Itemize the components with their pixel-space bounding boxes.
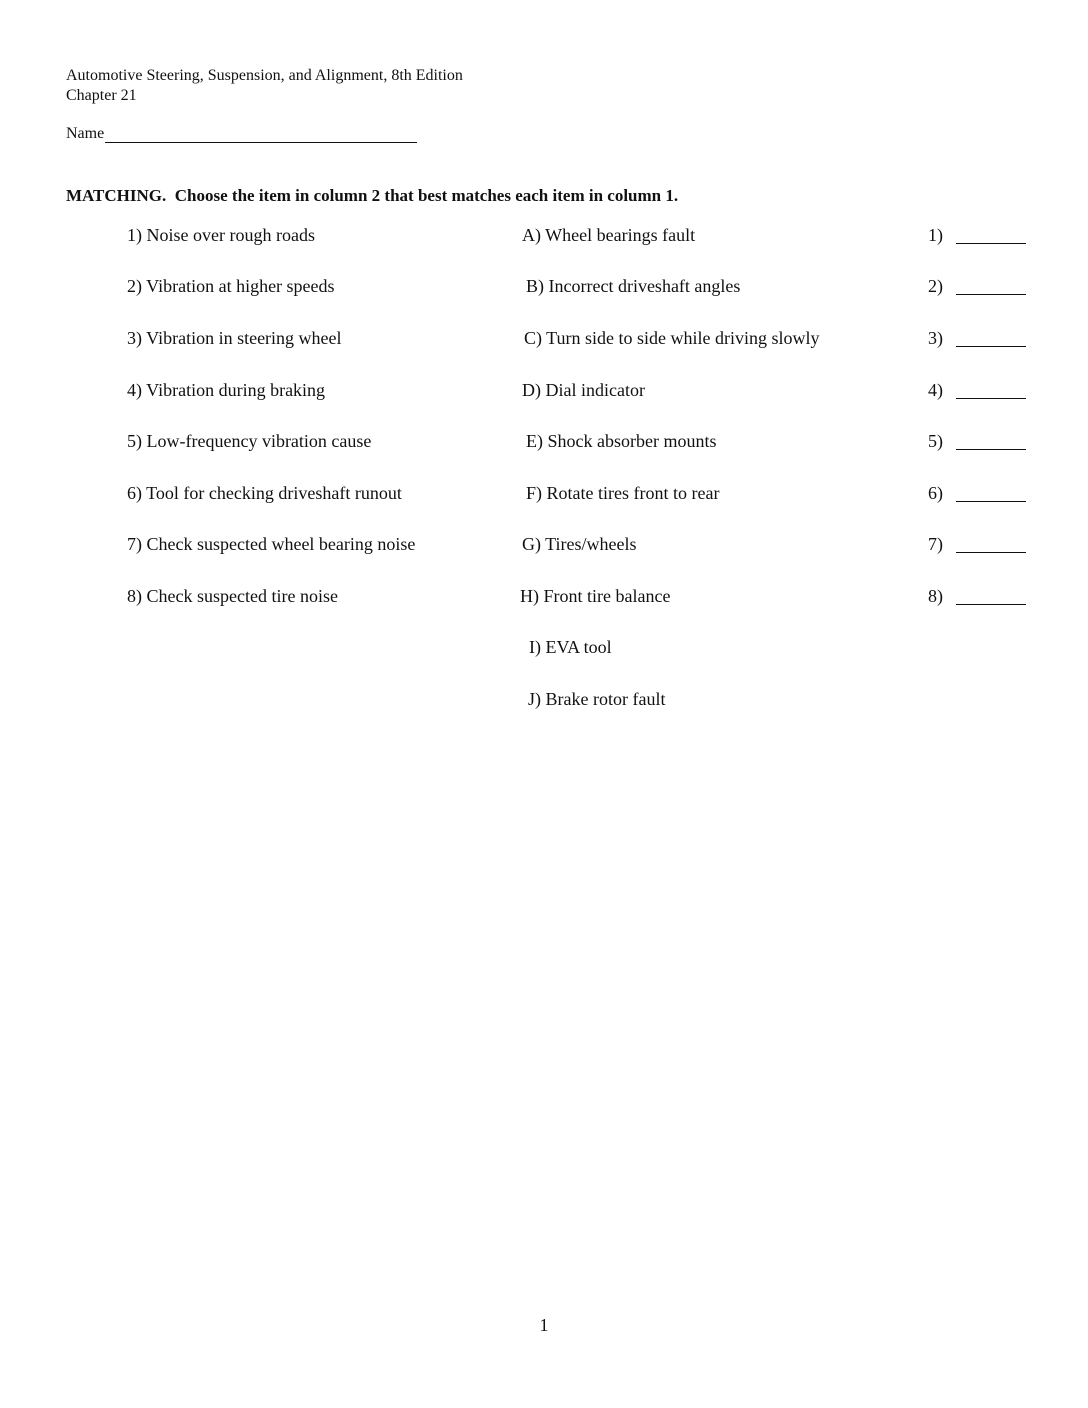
- column2-item: I) EVA tool: [529, 637, 612, 657]
- column2-item: B) Incorrect driveshaft angles: [526, 276, 741, 296]
- answer-number: 4): [928, 380, 943, 400]
- answer-blank[interactable]: [956, 552, 1026, 553]
- answer-blank[interactable]: [956, 294, 1026, 295]
- answer-number: 6): [928, 483, 943, 503]
- page-number: 1: [539, 1315, 549, 1335]
- answer-number: 8): [928, 586, 943, 606]
- column2-item: E) Shock absorber mounts: [526, 431, 717, 451]
- column2-item: G) Tires/wheels: [522, 534, 637, 554]
- column2-item: F) Rotate tires front to rear: [526, 483, 720, 503]
- answer-blank[interactable]: [956, 243, 1026, 244]
- column1-item: 8) Check suspected tire noise: [127, 586, 338, 606]
- column1-item: 3) Vibration in steering wheel: [127, 328, 342, 348]
- chapter-label: Chapter 21: [66, 87, 137, 104]
- book-title: Automotive Steering, Suspension, and Alignment, 8th Edition: [66, 67, 463, 84]
- column1-item: 1) Noise over rough roads: [127, 225, 315, 245]
- answer-number: 1): [928, 225, 943, 245]
- name-field-row: [66, 124, 417, 144]
- document-header: [66, 66, 463, 106]
- column2-item: H) Front tire balance: [520, 586, 671, 606]
- answer-number: 7): [928, 534, 943, 554]
- answer-number: 5): [928, 431, 943, 451]
- column2-item: A) Wheel bearings fault: [522, 225, 696, 245]
- column2-item: D) Dial indicator: [522, 380, 645, 400]
- answer-number: 2): [928, 276, 943, 296]
- column2-item: J) Brake rotor fault: [528, 689, 666, 709]
- answer-blank[interactable]: [956, 398, 1026, 399]
- name-blank-line: [105, 141, 417, 143]
- column1-item: 2) Vibration at higher speeds: [127, 276, 335, 296]
- column1-item: 4) Vibration during braking: [127, 380, 326, 400]
- answer-blank[interactable]: [956, 449, 1026, 450]
- matching-instructions: MATCHING. Choose the item in column 2 that best matches each item in column 1.: [66, 186, 679, 205]
- answer-blank[interactable]: [956, 604, 1026, 605]
- column2-item: C) Turn side to side while driving slowly: [524, 328, 820, 348]
- answer-blank[interactable]: [956, 346, 1026, 347]
- name-label: Name: [66, 125, 105, 142]
- column1-item: 7) Check suspected wheel bearing noise: [127, 534, 416, 554]
- answer-blank[interactable]: [956, 501, 1026, 502]
- column1-item: 5) Low-frequency vibration cause: [127, 431, 372, 451]
- answer-number: 3): [928, 328, 943, 348]
- column1-item: 6) Tool for checking driveshaft runout: [127, 483, 402, 503]
